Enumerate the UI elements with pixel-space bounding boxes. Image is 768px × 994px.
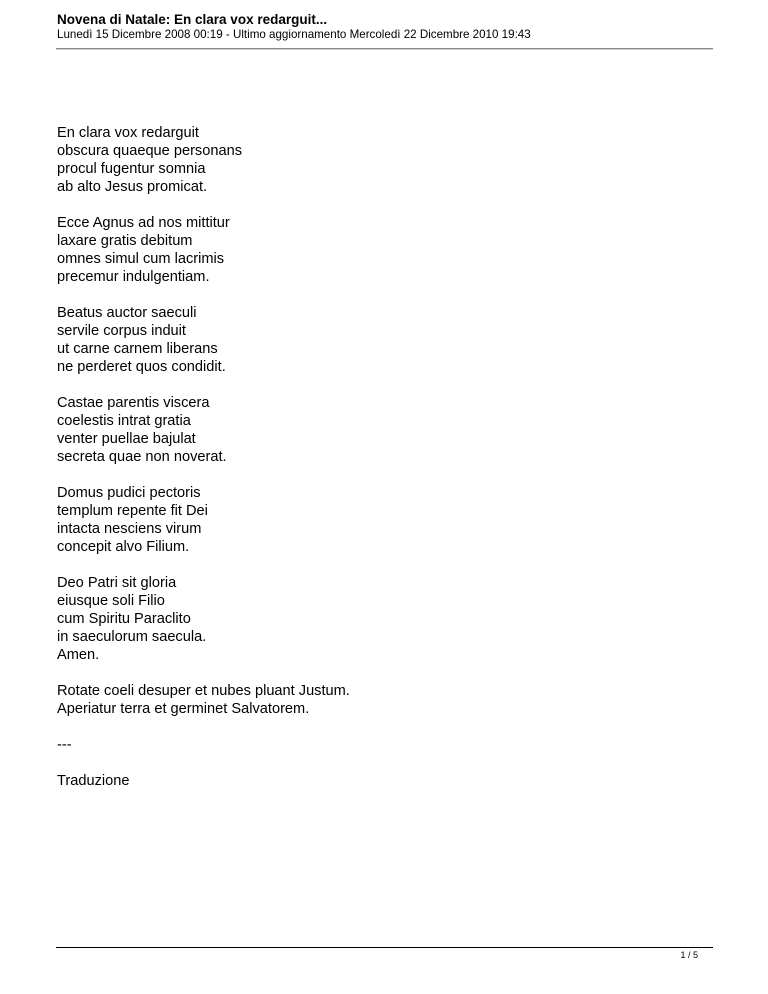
verse-line: Ecce Agnus ad nos mittitur <box>57 215 230 231</box>
page-number: 1 / 5 <box>680 950 698 960</box>
verse-line: in saeculorum saecula. <box>57 629 207 645</box>
page-header <box>57 12 713 42</box>
footer-divider <box>56 947 713 948</box>
verse-line: Beatus auctor saeculi <box>57 305 197 321</box>
verse-line: laxare gratis debitum <box>57 233 193 249</box>
verse-line: omnes simul cum lacrimis <box>57 251 225 267</box>
separator-text <box>57 736 657 754</box>
translation-heading <box>57 772 657 790</box>
verse-line: servile corpus induit <box>57 323 186 339</box>
antiphon <box>57 682 657 718</box>
stanza <box>57 394 657 466</box>
doxology-stanza <box>57 574 657 664</box>
verse-line: obscura quaeque personans <box>57 143 242 159</box>
verse-line: cum Spiritu Paraclito <box>57 611 191 627</box>
stanza <box>57 214 657 286</box>
verse-line: Amen. <box>57 647 100 663</box>
header-divider <box>56 48 713 50</box>
verse-line: Rotate coeli desuper et nubes pluant Justum. <box>57 683 350 699</box>
document-title: Novena di Natale: En clara vox redarguit... <box>57 12 328 27</box>
verse-line: ne perderet quos condidit. <box>57 359 226 375</box>
verse-line: ut carne carnem liberans <box>57 341 218 357</box>
verse-line: intacta nesciens virum <box>57 521 202 537</box>
verse-line: coelestis intrat gratia <box>57 413 191 429</box>
verse-line: secreta quae non noverat. <box>57 449 227 465</box>
verse-line: En clara vox redarguit <box>57 125 199 141</box>
verse-line: templum repente fit Dei <box>57 503 208 519</box>
verse-line: Aperiatur terra et germinet Salvatorem. <box>57 701 310 717</box>
verse-line: ab alto Jesus promicat. <box>57 179 208 195</box>
translation-label: Traduzione <box>57 773 130 789</box>
verse-line: Castae parentis viscera <box>57 395 210 411</box>
document-body <box>57 124 657 808</box>
verse-line: procul fugentur somnia <box>57 161 206 177</box>
verse-line: concepit alvo Filium. <box>57 539 190 555</box>
verse-line: precemur indulgentiam. <box>57 269 210 285</box>
verse-line: Deo Patri sit gloria <box>57 575 177 591</box>
stanza <box>57 304 657 376</box>
stanza <box>57 484 657 556</box>
verse-line: eiusque soli Filio <box>57 593 165 609</box>
verse-line: Domus pudici pectoris <box>57 485 201 501</box>
stanza <box>57 124 657 196</box>
verse-line: venter puellae bajulat <box>57 431 196 447</box>
separator-line: --- <box>57 737 72 753</box>
document-dates: Lunedì 15 Dicembre 2008 00:19 - Ultimo aggiornamento Mercoledì 22 Dicembre 2010 19:43 <box>57 28 531 41</box>
